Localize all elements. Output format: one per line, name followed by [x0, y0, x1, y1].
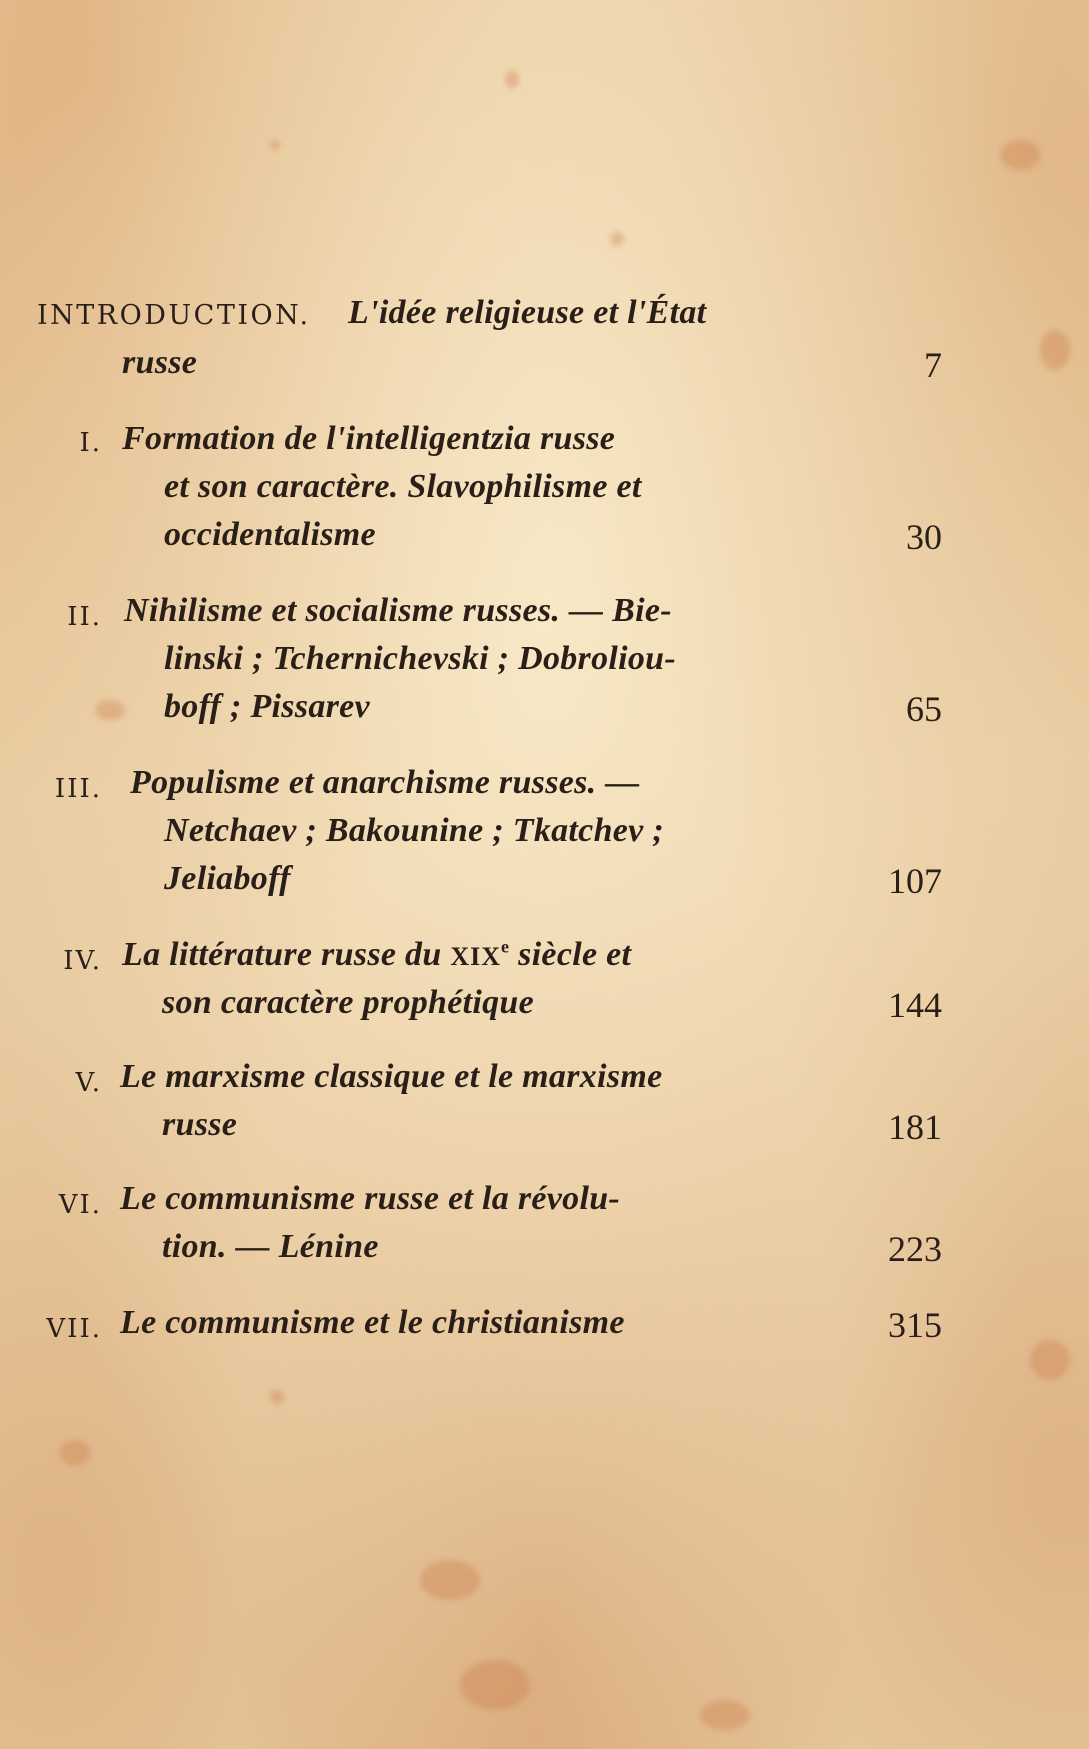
chapter-title-line: Jeliaboff [164, 860, 291, 897]
chapter-title-line: Netchaev ; Bakounine ; Tkatchev ; [164, 812, 664, 849]
chapter-title-line: Le communisme et le christianisme [120, 1304, 625, 1341]
foxing-spot [60, 1440, 90, 1466]
chapter-title-line: son caractère prophétique [162, 984, 535, 1021]
introduction-title-line-1: L'idée religieuse et l'État [348, 294, 707, 331]
foxing-spot [460, 1660, 530, 1710]
chapter-numeral: IV. [63, 946, 102, 976]
chapter-page-number: 107 [888, 861, 942, 901]
century-numeral: XIX [450, 942, 502, 971]
chapter-numeral: I. [79, 428, 102, 458]
foxing-spot [1030, 1340, 1070, 1380]
foxing-spot [505, 70, 519, 88]
chapter-page-number: 223 [888, 1229, 942, 1269]
chapter-title-line: Populisme et anarchisme russes. — [130, 764, 640, 801]
chapter-title-line: russe [162, 1106, 238, 1143]
chapter-title-line: linski ; Tchernichevski ; Dobroliou- [164, 640, 677, 677]
chapter-title-line: boff ; Pissarev [164, 688, 370, 725]
chapter-page-number: 181 [888, 1107, 942, 1147]
chapter-numeral: VI. [58, 1190, 102, 1220]
foxing-spot [1040, 330, 1070, 370]
chapter-page-number: 315 [888, 1305, 942, 1345]
foxing-spot [270, 140, 280, 150]
chapter-page-number: 144 [888, 985, 942, 1025]
chapter-title-line: Nihilisme et socialisme russes. — Bie- [124, 592, 672, 629]
chapter-numeral: II. [67, 602, 102, 632]
century-superscript: e [501, 936, 510, 957]
chapter-title-line: Formation de l'intelligentzia russe [122, 420, 616, 457]
foxing-spot [610, 232, 624, 246]
chapter-title-text: La littérature russe du [122, 936, 442, 973]
foxing-spot [420, 1560, 480, 1600]
chapter-page-number: 30 [906, 517, 942, 557]
chapter-numeral: III. [54, 774, 102, 804]
introduction-title-line-2: russe [122, 344, 198, 381]
chapter-title-line: Le marxisme classique et le marxisme [120, 1058, 663, 1095]
chapter-numeral: VII. [46, 1314, 102, 1344]
chapter-numeral: V. [75, 1068, 102, 1098]
foxing-spot [270, 1390, 284, 1404]
chapter-title-line: et son caractère. Slavophilisme et [164, 468, 642, 505]
introduction-label: INTRODUCTION. [37, 300, 311, 331]
chapter-title-line: occidentalisme [164, 516, 376, 553]
introduction-page-number: 7 [924, 345, 942, 385]
chapter-title-line: Le communisme russe et la révolu- [120, 1180, 621, 1217]
foxing-spot [1000, 140, 1040, 170]
chapter-title-text: siècle et [518, 936, 632, 973]
chapter-title-line [122, 936, 631, 974]
foxing-spot [95, 700, 125, 720]
chapter-title-line: tion. — Lénine [162, 1228, 379, 1265]
foxing-spot [700, 1700, 750, 1730]
chapter-page-number: 65 [906, 689, 942, 729]
